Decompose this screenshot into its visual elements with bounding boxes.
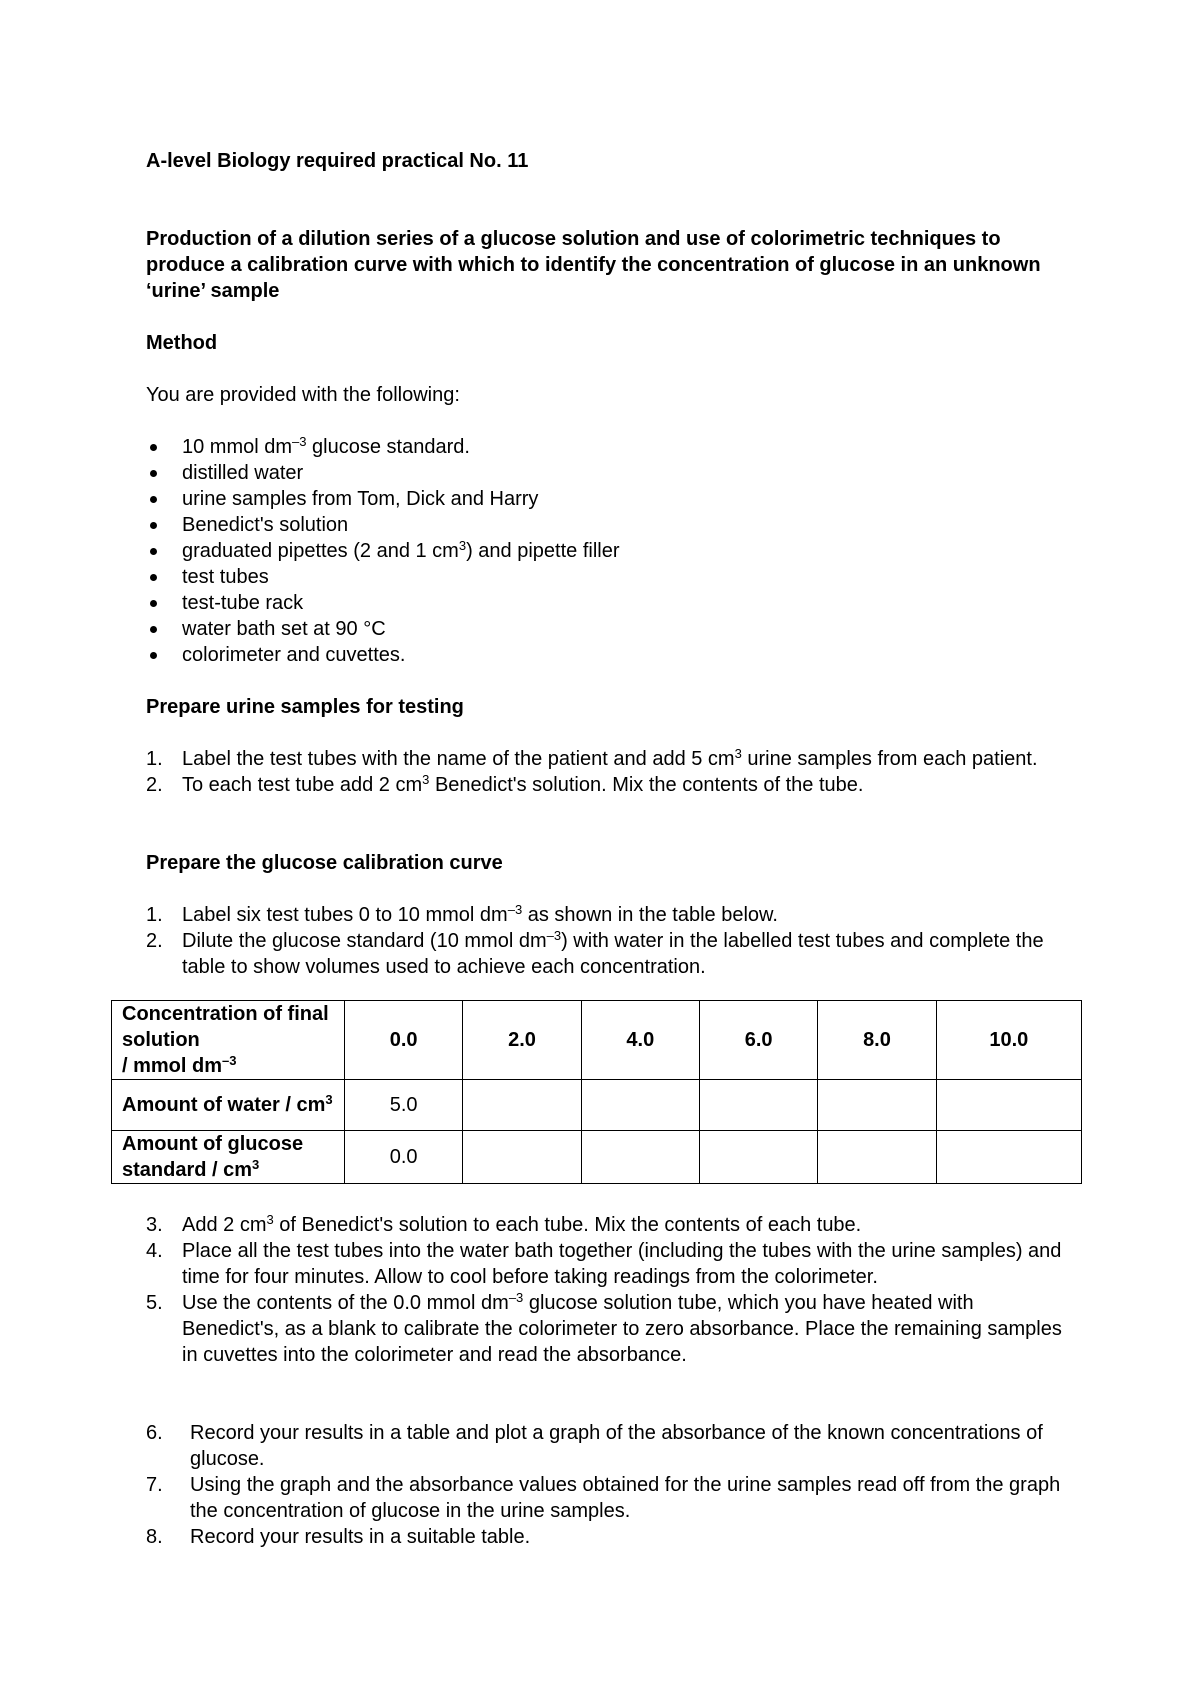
table-row xyxy=(112,1080,1082,1131)
provided-intro: You are provided with the following: xyxy=(146,384,460,406)
table-row xyxy=(112,1001,1082,1080)
concentration-label-cell: Concentration of final solution / mmol $dm^{-3}$ xyxy=(112,1001,345,1080)
list-item: 3. Add 2 $cm^3$ of Benedict's solution to each tube. Mix the contents of each tube. xyxy=(146,1212,862,1236)
dilution-table xyxy=(111,1000,1082,1184)
water-cell: 5.0 xyxy=(345,1080,463,1131)
list-item: 1. Label the test tubes with the name of the patient and add 5 $cm^3$ urine samples from each patient. xyxy=(146,746,1038,770)
water-cell xyxy=(936,1080,1081,1131)
list-item: graduated pipettes (2 and 1 $cm^3$) and pipette filler xyxy=(146,538,1076,564)
list-item: 10 mmol $dm^{-3}$ glucose standard. xyxy=(146,434,1076,460)
list-item: water bath set at 90 °C xyxy=(146,616,1076,642)
prepare-urine-heading: Prepare urine samples for testing xyxy=(146,696,464,718)
water-label-cell: Amount of water / $cm^3$ xyxy=(112,1080,345,1131)
concentration-cell: 2.0 xyxy=(463,1001,581,1080)
list-item: 2. To each test tube add 2 $cm^3$ Benedict's solution. Mix the contents of the tube. xyxy=(146,772,864,796)
calibration-heading: Prepare the glucose calibration curve xyxy=(146,852,503,874)
water-cell xyxy=(581,1080,699,1131)
method-label: Method xyxy=(146,332,218,354)
list-item: test-tube rack xyxy=(146,590,1076,616)
list-item: 6. Record your results in a table and plot a graph of the absorbance of the known concentrations of glucose. xyxy=(146,1422,1043,1470)
water-cell xyxy=(699,1080,817,1131)
glucose-cell: 0.0 xyxy=(345,1131,463,1184)
glucose-cell xyxy=(581,1131,699,1184)
urine-steps-list xyxy=(146,746,1076,798)
glucose-cell xyxy=(818,1131,936,1184)
glucose-cell xyxy=(699,1131,817,1184)
concentration-cell: 8.0 xyxy=(818,1001,936,1080)
glucose-cell xyxy=(936,1131,1081,1184)
glucose-label-cell: Amount of glucose standard / $cm^3$ xyxy=(112,1131,345,1184)
list-item: distilled water xyxy=(146,460,1076,486)
list-item: 1. Label six test tubes 0 to 10 mmol $dm^{-3}$ as shown in the table below. xyxy=(146,902,778,926)
list-item: test tubes xyxy=(146,564,1076,590)
list-item: 5. Use the contents of the 0.0 mmol $dm^{-3}$ glucose solution tube, which you have heated with Benedict's, as a blank to calibrate the colorimeter to zero absorbance. Place the remaining samples in cuvettes into the colorimeter and read the absorbance. xyxy=(146,1290,1062,1366)
concentration-cell: 4.0 xyxy=(581,1001,699,1080)
list-item: 2. Dilute the glucose standard (10 mmol $dm^{-3}$) with water in the labelled test tubes and complete the table to show volumes used to achieve each concentration. xyxy=(146,928,1044,978)
list-item: 7. Using the graph and the absorbance values obtained for the urine samples read off from the graph the concentration of glucose in the urine samples. xyxy=(146,1474,1061,1522)
water-cell xyxy=(818,1080,936,1131)
water-cell xyxy=(463,1080,581,1131)
concentration-cell: 6.0 xyxy=(699,1001,817,1080)
list-item: urine samples from Tom, Dick and Harry xyxy=(146,486,1076,512)
concentration-cell: 10.0 xyxy=(936,1001,1081,1080)
practical-heading: Production of a dilution series of a glucose solution and use of colorimetric techniques to produce a calibration curve with which to identify the concentration of glucose in an unknown ‘urine’ sample xyxy=(146,228,1041,302)
equipment-list xyxy=(146,434,1076,668)
procedure-steps-list xyxy=(146,1212,1076,1368)
list-item: colorimeter and cuvettes. xyxy=(146,642,1076,668)
glucose-cell xyxy=(463,1131,581,1184)
table-row xyxy=(112,1131,1082,1184)
document-title: A-level Biology required practical No. 11 xyxy=(146,150,529,172)
list-item: 8. Record your results in a suitable table. xyxy=(146,1526,531,1548)
list-item: Benedict's solution xyxy=(146,512,1076,538)
calibration-steps-list xyxy=(146,902,1076,980)
results-steps-list xyxy=(146,1420,1076,1550)
list-item: 4. Place all the test tubes into the water bath together (including the tubes with the urine samples) and time for four minutes. Allow to cool before taking readings from the colorimeter. xyxy=(146,1240,1062,1288)
concentration-cell: 0.0 xyxy=(345,1001,463,1080)
